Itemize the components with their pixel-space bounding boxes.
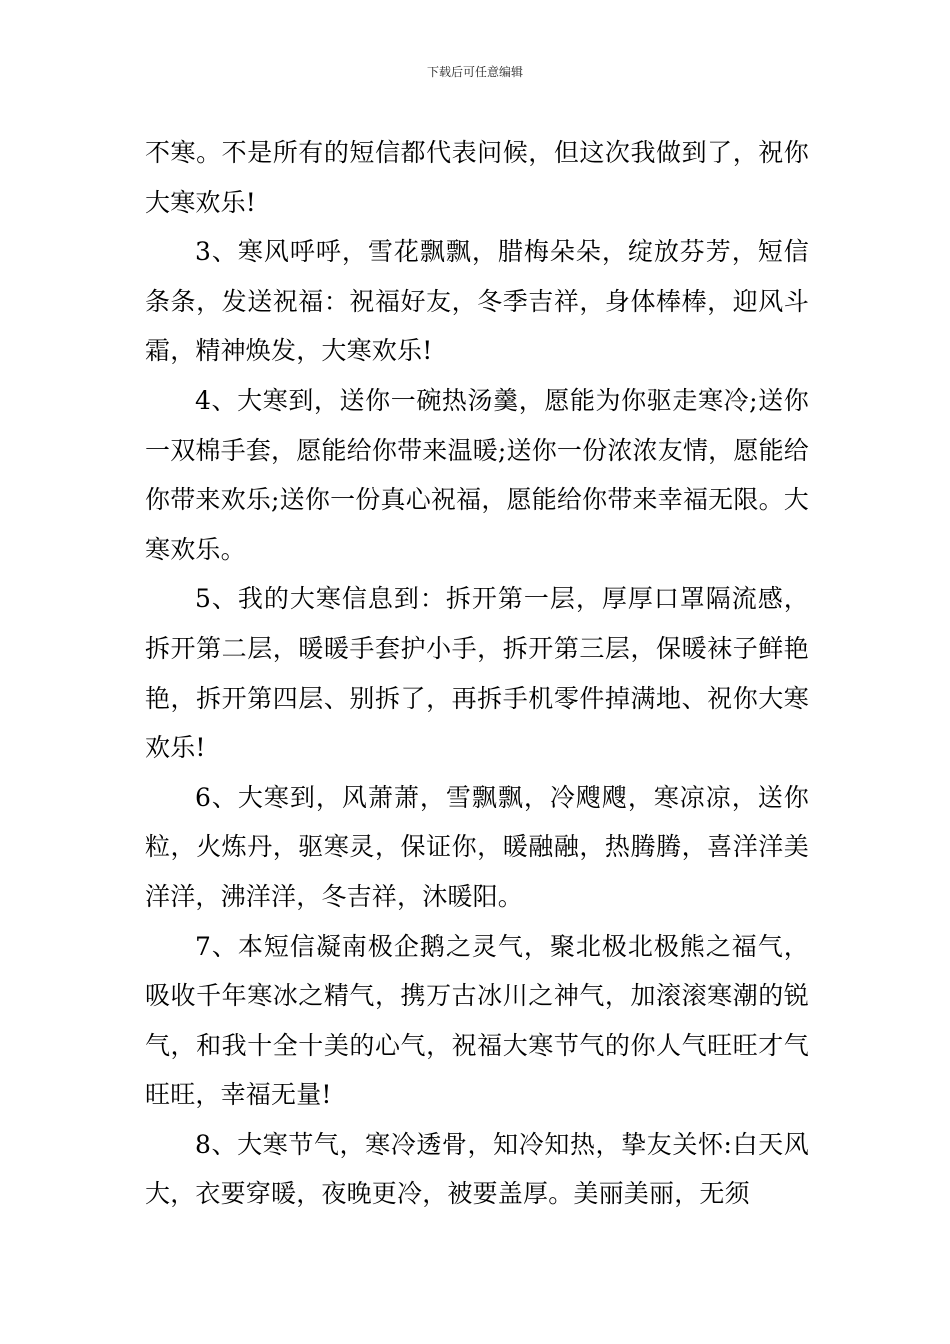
paragraph-item-3: 3、寒风呼呼，雪花飘飘，腊梅朵朵，绽放芬芳，短信条条，发送祝福：祝福好友，冬季吉祥，身体棒棒，迎风斗霜，精神焕发，大寒欢乐! <box>145 237 809 366</box>
paragraph-item-6: 6、大寒到，风萧萧，雪飘飘，冷飕飕，寒凉凉，送你粒，火炼丹，驱寒灵，保证你，暖融融，热腾腾，喜洋洋美洋洋，沸洋洋，冬吉祥，沐暖阳。 <box>145 782 809 911</box>
paragraph-item-4: 4、大寒到，送你一碗热汤羹，愿能为你驱走寒冷;送你一双棉手套，愿能给你带来温暖;送你一份浓浓友情，愿能给你带来欢乐;送你一份真心祝福，愿能给你带来幸福无限。大寒欢乐。 <box>145 385 809 564</box>
page-header: 下载后可任意编辑 <box>426 65 523 79</box>
document-body <box>145 128 809 1219</box>
paragraph-item-8: 8、大寒节气，寒冷透骨，知冷知热，挚友关怀:白天风大，衣要穿暖，夜晚更冷，被要盖厚。美丽美丽，无须 <box>145 1129 809 1209</box>
paragraph-item-7: 7、本短信凝南极企鹅之灵气，聚北极北极熊之福气，吸收千年寒冰之精气，携万古冰川之神气，加滚滚寒潮的锐气，和我十全十美的心气，祝福大寒节气的你人气旺旺才气旺旺，幸福无量! <box>145 931 809 1110</box>
paragraph-continuation: 不寒。不是所有的短信都代表问候，但这次我做到了，祝你大寒欢乐! <box>145 138 809 217</box>
paragraph-item-5: 5、我的大寒信息到：拆开第一层，厚厚口罩隔流感，拆开第二层，暖暖手套护小手，拆开第三层，保暖袜子鲜艳艳，拆开第四层、别拆了，再拆手机零件掉满地、祝你大寒欢乐! <box>145 584 809 763</box>
